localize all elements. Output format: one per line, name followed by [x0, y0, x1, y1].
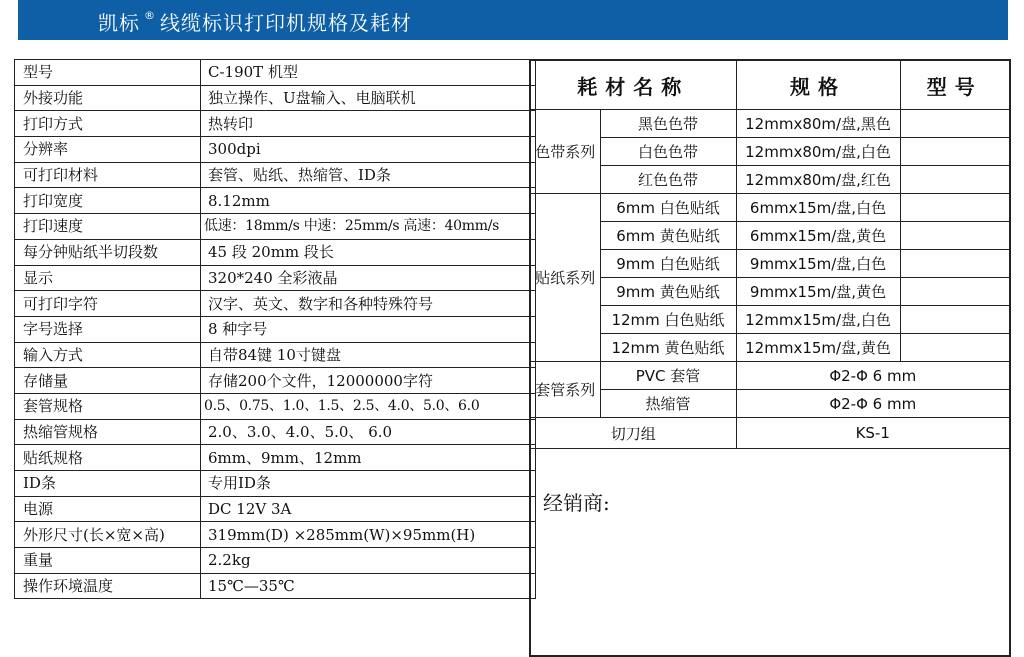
sticker-row: [530, 222, 1010, 250]
spec-value: 2.2kg: [201, 548, 536, 574]
spec-value: C-190T 机型: [201, 60, 536, 86]
ribbon-spec: 12mmx80m/盘,红色: [736, 166, 900, 194]
banner-title-text: 线缆标识打印机规格及耗材: [160, 11, 412, 35]
spec-row: [15, 419, 536, 445]
consumables-header-row: [530, 60, 1010, 110]
sticker-name: 9mm 白色贴纸: [600, 250, 736, 278]
spec-label: 重量: [15, 548, 201, 574]
sticker-group-label: 贴纸系列: [530, 194, 600, 362]
ribbon-model: [900, 138, 1010, 166]
spec-row: [15, 496, 536, 522]
spec-row: [15, 60, 536, 86]
ribbon-name: 红色色带: [600, 166, 736, 194]
ribbon-row: [530, 110, 1010, 138]
header-spec: 规格: [736, 60, 900, 110]
tube-name: 热缩管: [600, 390, 736, 418]
tube-spec: Φ2-Φ 6 mm: [736, 362, 1010, 390]
sticker-model: [900, 194, 1010, 222]
tube-group-label: 套管系列: [530, 362, 600, 418]
tube-row: [530, 362, 1010, 390]
banner-title: [98, 7, 412, 36]
spec-row: [15, 316, 536, 342]
spec-value: 319mm(D) ×285mm(W)×95mm(H): [201, 522, 536, 548]
spec-row: [15, 111, 536, 137]
spec-row: [15, 368, 536, 394]
spec-row: [15, 214, 536, 240]
spec-row: [15, 522, 536, 548]
spec-value: 低速：18mm/s 中速：25mm/s 高速：40mm/s: [201, 214, 536, 240]
spec-value: 0.5、0.75、1.0、1.5、2.5、4.0、5.0、6.0: [201, 393, 536, 419]
header-name: 耗材名称: [530, 60, 736, 110]
sticker-model: [900, 306, 1010, 334]
sticker-name: 12mm 黄色贴纸: [600, 334, 736, 362]
spec-row: [15, 548, 536, 574]
spec-label: 热缩管规格: [15, 419, 201, 445]
ribbon-name: 白色色带: [600, 138, 736, 166]
spec-label: 可打印字符: [15, 291, 201, 317]
tube-row: [530, 390, 1010, 418]
header-model: 型号: [900, 60, 1010, 110]
spec-row: [15, 393, 536, 419]
spec-row: [15, 188, 536, 214]
spec-label: 输入方式: [15, 342, 201, 368]
spec-label: 套管规格: [15, 393, 201, 419]
spec-value: 热转印: [201, 111, 536, 137]
sticker-row: [530, 278, 1010, 306]
ribbon-spec: 12mmx80m/盘,白色: [736, 138, 900, 166]
cutter-spec: KS-1: [736, 418, 1010, 449]
sticker-spec: 6mmx15m/盘,白色: [736, 194, 900, 222]
spec-row: [15, 265, 536, 291]
banner-title-brand: 凯标: [98, 11, 140, 35]
spec-row: [15, 573, 536, 599]
spec-value: 45 段 20mm 段长: [201, 239, 536, 265]
spec-label: 可打印材料: [15, 162, 201, 188]
spec-label: 分辨率: [15, 137, 201, 163]
dealer-label: 经销商:: [530, 449, 1010, 657]
sticker-spec: 12mmx15m/盘,白色: [736, 306, 900, 334]
spec-value: 汉字、英文、数字和各种特殊符号: [201, 291, 536, 317]
spec-label: 电源: [15, 496, 201, 522]
title-banner: [18, 0, 1008, 40]
sticker-row: [530, 194, 1010, 222]
spec-label: ID条: [15, 471, 201, 497]
spec-label: 打印方式: [15, 111, 201, 137]
ribbon-name: 黑色色带: [600, 110, 736, 138]
spec-value: 8 种字号: [201, 316, 536, 342]
sticker-name: 6mm 黄色贴纸: [600, 222, 736, 250]
sticker-model: [900, 334, 1010, 362]
spec-label: 字号选择: [15, 316, 201, 342]
spec-row: [15, 445, 536, 471]
ribbon-model: [900, 166, 1010, 194]
spec-row: [15, 137, 536, 163]
sticker-row: [530, 306, 1010, 334]
tube-name: PVC 套管: [600, 362, 736, 390]
spec-row: [15, 85, 536, 111]
spec-label: 打印宽度: [15, 188, 201, 214]
registered-mark: ®: [144, 9, 156, 22]
dealer-row: [530, 449, 1010, 657]
spec-row: [15, 291, 536, 317]
spec-value: 自带84键 10寸键盘: [201, 342, 536, 368]
consumables-table: [529, 59, 1011, 657]
spec-value: 套管、贴纸、热缩管、ID条: [201, 162, 536, 188]
spec-value: 320*240 全彩液晶: [201, 265, 536, 291]
spec-row: [15, 162, 536, 188]
spec-label: 型号: [15, 60, 201, 86]
cutter-row: [530, 418, 1010, 449]
sticker-model: [900, 250, 1010, 278]
spec-value: 8.12mm: [201, 188, 536, 214]
sticker-row: [530, 250, 1010, 278]
sticker-spec: 6mmx15m/盘,黄色: [736, 222, 900, 250]
spec-value: 2.0、3.0、4.0、5.0、 6.0: [201, 419, 536, 445]
ribbon-group-label: 色带系列: [530, 110, 600, 194]
spec-row: [15, 342, 536, 368]
sticker-name: 6mm 白色贴纸: [600, 194, 736, 222]
spec-value: 存储200个文件，12000000字符: [201, 368, 536, 394]
spec-row: [15, 471, 536, 497]
sticker-spec: 9mmx15m/盘,白色: [736, 250, 900, 278]
sticker-name: 9mm 黄色贴纸: [600, 278, 736, 306]
spec-value: 15℃—35℃: [201, 573, 536, 599]
sticker-name: 12mm 白色贴纸: [600, 306, 736, 334]
sticker-row: [530, 334, 1010, 362]
tube-spec: Φ2-Φ 6 mm: [736, 390, 1010, 418]
spec-label: 显示: [15, 265, 201, 291]
sticker-spec: 9mmx15m/盘,黄色: [736, 278, 900, 306]
ribbon-model: [900, 110, 1010, 138]
sticker-spec: 12mmx15m/盘,黄色: [736, 334, 900, 362]
ribbon-spec: 12mmx80m/盘,黑色: [736, 110, 900, 138]
spec-label: 每分钟贴纸半切段数: [15, 239, 201, 265]
spec-table: [14, 59, 536, 599]
spec-label: 打印速度: [15, 214, 201, 240]
spec-label: 存储量: [15, 368, 201, 394]
spec-value: 专用ID条: [201, 471, 536, 497]
ribbon-row: [530, 138, 1010, 166]
cutter-name: 切刀组: [530, 418, 736, 449]
spec-label: 外形尺寸(长×宽×高): [15, 522, 201, 548]
spec-row: [15, 239, 536, 265]
spec-label: 外接功能: [15, 85, 201, 111]
spec-value: DC 12V 3A: [201, 496, 536, 522]
spec-value: 独立操作、U盘输入、电脑联机: [201, 85, 536, 111]
spec-value: 6mm、9mm、12mm: [201, 445, 536, 471]
sticker-model: [900, 222, 1010, 250]
spec-value: 300dpi: [201, 137, 536, 163]
ribbon-row: [530, 166, 1010, 194]
sticker-model: [900, 278, 1010, 306]
spec-label: 贴纸规格: [15, 445, 201, 471]
spec-label: 操作环境温度: [15, 573, 201, 599]
